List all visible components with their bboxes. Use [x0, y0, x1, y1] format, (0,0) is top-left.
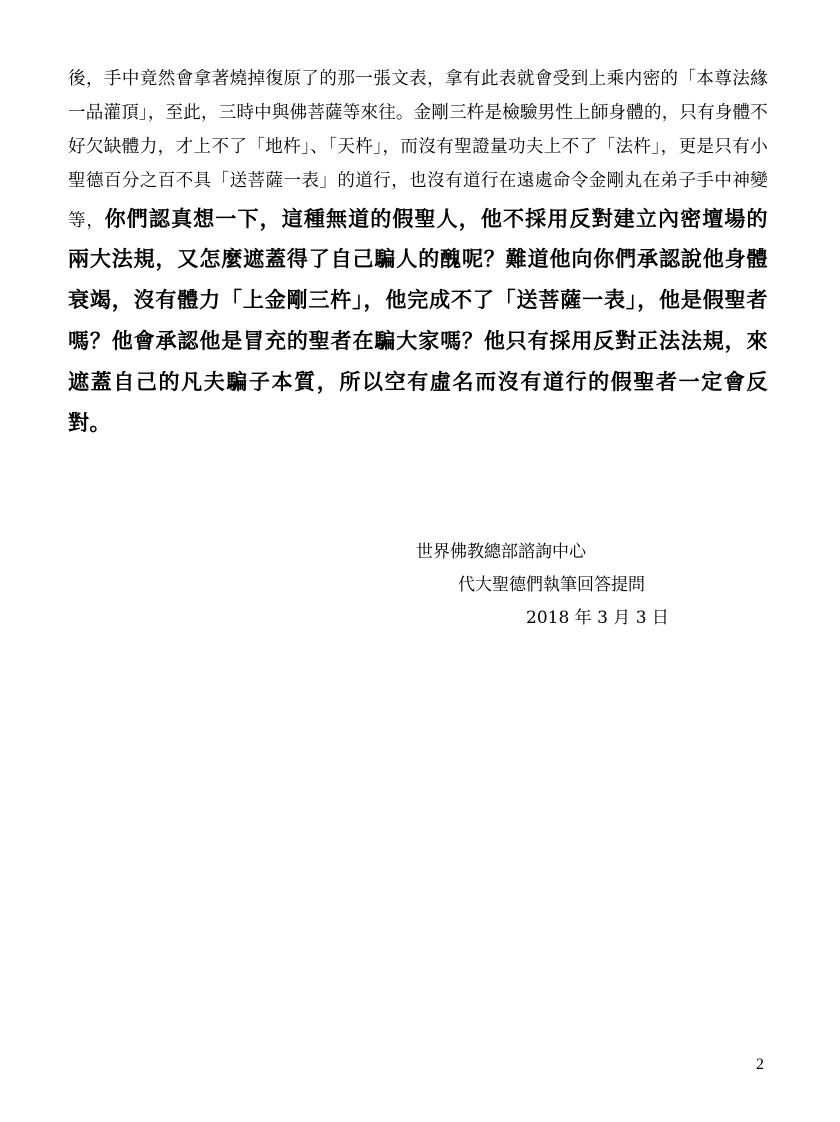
signature-author: 代大聖德們執筆回答提問 — [458, 575, 645, 596]
signature-organization: 世界佛教總部諮詢中心 — [416, 542, 586, 563]
signature-date: 2018 年 3 月 3 日 — [526, 608, 669, 629]
page-number: 2 — [756, 1056, 764, 1073]
body-paragraph — [68, 62, 768, 444]
paragraph-emphasized-text: 你們認真想一下，這種無道的假聖人，他不採用反對建立內密壇場的兩大法規，又怎麼遮蓋得了自己騙人的醜呢？難道他向你們承認說他身體衰竭，沒有體力「上金剛三杵」，他完成不了「送菩薩一表」，他是假聖者嗎？他會承認他是冒充的聖者在騙大家嗎？他只有採用反對正法法規，來遮蓋自己的凡夫騙子本質，所以空有虛名而沒有道行的假聖者一定會反對。 — [68, 205, 768, 436]
signature-block — [68, 536, 768, 635]
paragraph-normal-text: 後，手中竟然會拿著燒掉復原了的那一張文表，拿有此表就會受到上乘内密的「本尊法緣一品灌頂」，至此，三時中與佛菩薩等來往。金剛三杵是檢驗男性上師身體的，只有身體不好欠缺體力，才上不了「地杵」、「天杵」，而沒有聖證量功夫上不了「法杵」，更是只有小聖德百分之百不具「送菩薩一表」的道行，也沒有道行在遠處命令金剛丸在弟子手中神變等， — [68, 69, 768, 231]
